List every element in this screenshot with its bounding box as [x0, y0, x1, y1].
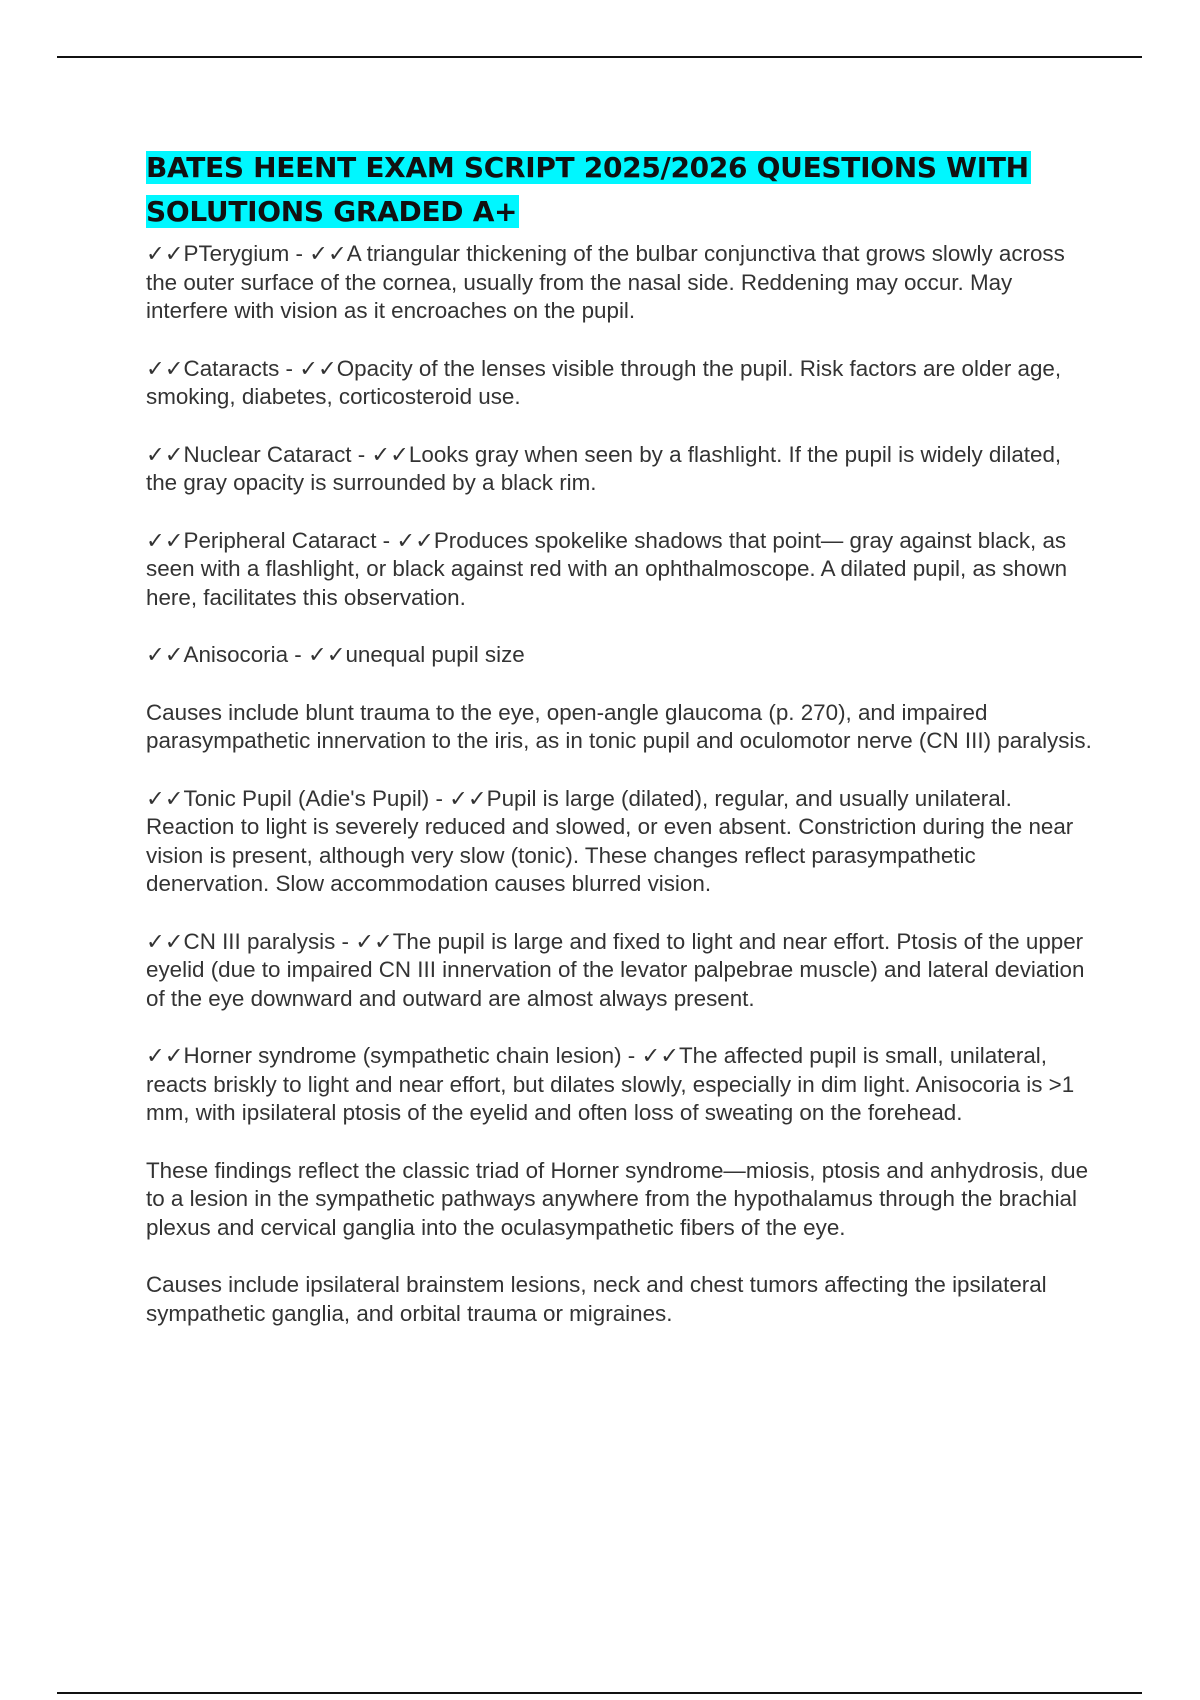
paragraph-cataracts: ✓✓Cataracts - ✓✓Opacity of the lenses visible through the pupil. Risk factors are older age, smoking, diabetes, corticosteroid use.: [146, 355, 1062, 409]
bottom-rule: [57, 1692, 1142, 1694]
paragraph-pterygium: ✓✓PTerygium - ✓✓A triangular thickening of the bulbar conjunctiva that grows slowly across the outer surface of the cornea, usually from the nasal side. Reddening may occur. May interfere with vision as it encroaches on the pupil.: [146, 241, 1065, 323]
title-highlight: BATES HEENT EXAM SCRIPT 2025/2026 QUESTIONS WITH SOLUTIONS GRADED A+: [146, 151, 1029, 228]
paragraph-anisocoria-causes: Causes include blunt trauma to the eye, open-angle glaucoma (p. 270), and impaired parasympathetic innervation to the iris, as in tonic pupil and oculomotor nerve (CN III) paralysis.: [146, 699, 1092, 753]
document-body: [146, 146, 1096, 1357]
paragraph-cn3-paralysis: ✓✓CN III paralysis - ✓✓The pupil is large and fixed to light and near effort. Ptosis of the upper eyelid (due to impaired CN III innervation of the levator palpebrae muscle) and lateral deviation of the eye downward and outward are almost always present.: [146, 928, 1085, 1011]
paragraph-tonic-pupil: ✓✓Tonic Pupil (Adie's Pupil) - ✓✓Pupil is large (dilated), regular, and usually unilateral. Reaction to light is severely reduced and slowed, or even absent. Constriction during the near vision is present, although very slow (tonic). These changes reflect parasympathetic denervation. Slow accommodation causes blurred vision.: [146, 785, 1074, 896]
paragraph-peripheral-cataract: ✓✓Peripheral Cataract - ✓✓Produces spokelike shadows that point— gray against black, as seen with a flashlight, or black against red with an ophthalmoscope. A dilated pupil, as shown here, facilitates this observation.: [146, 527, 1068, 610]
paragraph-horner-causes: Causes include ipsilateral brainstem lesions, neck and chest tumors affecting the ipsilateral sympathetic ganglia, and orbital trauma or migraines.: [146, 1272, 1047, 1326]
paragraph-anisocoria: ✓✓Anisocoria - ✓✓unequal pupil size: [146, 642, 525, 667]
top-rule: [57, 56, 1142, 58]
paragraph-horner-triad: These findings reflect the classic triad of Horner syndrome—miosis, ptosis and anhydrosis, due to a lesion in the sympathetic pathways anywhere from the hypothalamus through the brachial plexus and cervical ganglia into the oculasympathetic fibers of the eye.: [146, 1157, 1089, 1240]
paragraph-horner-syndrome: ✓✓Horner syndrome (sympathetic chain lesion) - ✓✓The affected pupil is small, unilateral, reacts briskly to light and near effort, but dilates slowly, especially in dim light. Anisocoria is >1 mm, with ipsilateral ptosis of the eyelid and often loss of sweating on the forehead.: [146, 1043, 1075, 1125]
document-title: [146, 146, 1096, 234]
paragraph-nuclear-cataract: ✓✓Nuclear Cataract - ✓✓Looks gray when seen by a flashlight. If the pupil is widely dilated, the gray opacity is surrounded by a black rim.: [146, 441, 1062, 495]
